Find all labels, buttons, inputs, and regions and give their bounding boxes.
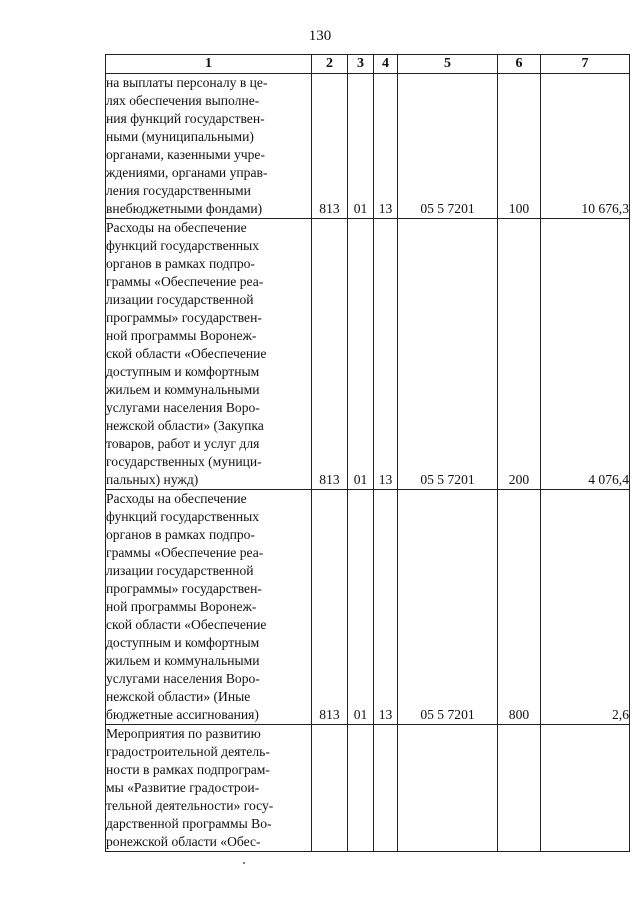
amount	[541, 725, 630, 852]
table-row	[106, 490, 630, 725]
expense-type-code: 200	[498, 219, 541, 490]
scan-speck	[243, 862, 245, 864]
description-line: тельной деятельности» госу-	[106, 798, 274, 813]
budget-table	[105, 54, 630, 852]
col-header-5: 5	[398, 55, 498, 74]
col-header-1: 1	[106, 55, 312, 74]
target-article-code: 05 5 7201	[398, 74, 498, 219]
subsection-code	[374, 725, 398, 852]
description-line: Мероприятия по развитию	[106, 726, 261, 741]
description-line: ждениями, органами управ-	[106, 165, 268, 180]
target-article-code	[398, 725, 498, 852]
description-line: органов в рамках подпро-	[106, 256, 255, 271]
description-line: граммы «Обеспечение реа-	[106, 274, 264, 289]
description-line: дарственной программы Во-	[106, 816, 272, 831]
description-line: доступным и комфортным	[106, 635, 260, 650]
description-line: товаров, работ и услуг для	[106, 436, 260, 451]
description-line: программы» государствен-	[106, 310, 262, 325]
amount: 4 076,4	[541, 219, 630, 490]
ministry-code: 813	[312, 74, 348, 219]
description-line: внебюджетными фондами)	[106, 201, 263, 216]
description-line: ской области «Обеспечение	[106, 617, 267, 632]
ministry-code: 813	[312, 490, 348, 725]
description-line: лизации государственной	[106, 563, 254, 578]
table-row	[106, 74, 630, 219]
table-row	[106, 219, 630, 490]
description-line: граммы «Обеспечение реа-	[106, 545, 264, 560]
subsection-code: 13	[374, 74, 398, 219]
header-row	[106, 55, 630, 74]
description-line: жильем и коммунальными	[106, 653, 260, 668]
col-header-3: 3	[348, 55, 374, 74]
description-line: ронежской области «Обес-	[106, 834, 261, 849]
description-line: услугами населения Воро-	[106, 671, 260, 686]
col-header-2: 2	[312, 55, 348, 74]
section-code: 01	[348, 490, 374, 725]
description-line: ной программы Воронеж-	[106, 328, 257, 343]
col-header-7: 7	[541, 55, 630, 74]
description-line: государственных (муници-	[106, 454, 262, 469]
description-line: функций государственных	[106, 509, 260, 524]
table-row	[106, 725, 630, 852]
description-line: лизации государственной	[106, 292, 254, 307]
description-line: органов в рамках подпро-	[106, 527, 255, 542]
amount: 2,6	[541, 490, 630, 725]
description-line: ными (муниципальными)	[106, 129, 254, 144]
row-description	[106, 725, 312, 852]
description-line: градостроительной деятель-	[106, 744, 270, 759]
description-line: программы» государствен-	[106, 581, 262, 596]
expense-type-code	[498, 725, 541, 852]
description-line: бюджетные ассигнования)	[106, 707, 259, 722]
ministry-code	[312, 725, 348, 852]
expense-type-code: 100	[498, 74, 541, 219]
subsection-code: 13	[374, 219, 398, 490]
description-line: ния функций государствен-	[106, 111, 265, 126]
description-line: лях обеспечения выполне-	[106, 93, 260, 108]
target-article-code: 05 5 7201	[398, 219, 498, 490]
description-line: ской области «Обеспечение	[106, 346, 267, 361]
description-line: нежской области» (Закупка	[106, 418, 264, 433]
expense-type-code: 800	[498, 490, 541, 725]
row-description	[106, 74, 312, 219]
col-header-6: 6	[498, 55, 541, 74]
description-line: функций государственных	[106, 238, 260, 253]
description-line: нежской области» (Иные	[106, 689, 251, 704]
description-line: ной программы Воронеж-	[106, 599, 257, 614]
row-description	[106, 490, 312, 725]
description-line: ности в рамках подпрограм-	[106, 762, 270, 777]
amount: 10 676,3	[541, 74, 630, 219]
section-code: 01	[348, 74, 374, 219]
description-line: мы «Развитие градострои-	[106, 780, 260, 795]
description-line: ления государственными	[106, 183, 251, 198]
subsection-code: 13	[374, 490, 398, 725]
description-line: услугами населения Воро-	[106, 400, 260, 415]
description-line: Расходы на обеспечение	[106, 491, 247, 506]
page-number: 130	[308, 28, 332, 44]
description-line: на выплаты персоналу в це-	[106, 75, 268, 90]
description-line: Расходы на обеспечение	[106, 220, 247, 235]
description-line: органами, казенными учре-	[106, 147, 265, 162]
ministry-code: 813	[312, 219, 348, 490]
section-code	[348, 725, 374, 852]
description-line: жильем и коммунальными	[106, 382, 260, 397]
section-code: 01	[348, 219, 374, 490]
description-line: доступным и комфортным	[106, 364, 260, 379]
description-line: пальных) нужд)	[106, 472, 199, 487]
target-article-code: 05 5 7201	[398, 490, 498, 725]
row-description	[106, 219, 312, 490]
col-header-4: 4	[374, 55, 398, 74]
